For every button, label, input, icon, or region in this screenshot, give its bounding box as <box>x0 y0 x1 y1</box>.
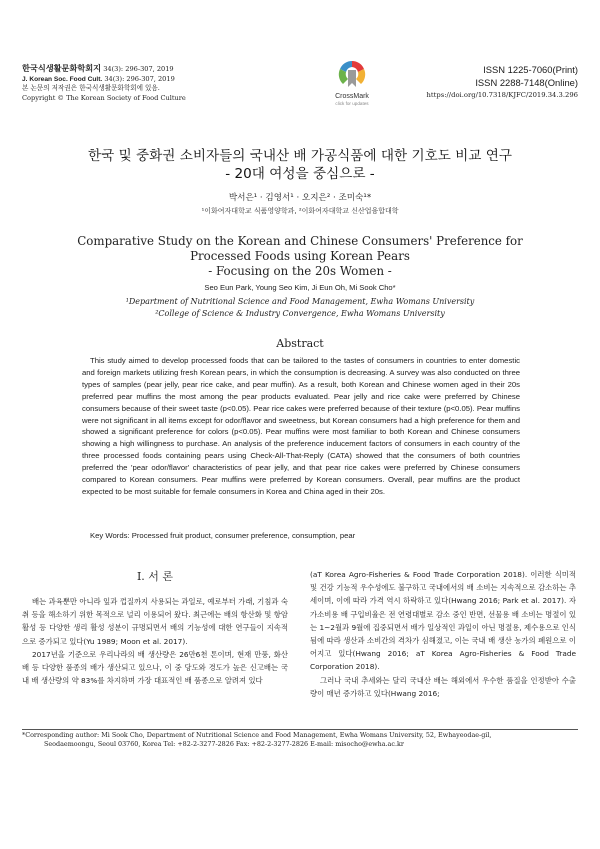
crossmark-sub: click for updates <box>335 101 369 106</box>
paragraph: 배는 과육뿐만 아니라 잎과 껍질까지 사용되는 과일로, 예로부터 가래, 기침과 숙취 등을 해소하기 위한 목적으로 널리 이용되어 왔다. 최근에는 배의 항산화 및 항암활성 등 다양한 생리 활성 성분이 규명되면서 배의 기능성에 대한 연구들이 지속적으로 증가되고 있다(Yu 1989; Moon et al. 2017). <box>22 597 288 646</box>
affiliation-en: ¹Department of Nutritional Science and Food Management, Ewha Womans University <box>125 297 475 306</box>
paragraph: 그러나 국내 추세와는 달리 국내산 배는 해외에서 우수한 품질을 인정받아 수출량이 매년 증가하고 있다(Hwang 2016; <box>310 675 576 698</box>
footnote-divider <box>22 729 578 730</box>
abstract-heading: Abstract <box>276 337 324 350</box>
journal-header <box>22 64 186 103</box>
crossmark-icon <box>335 59 369 89</box>
title-ko-line: 한국 및 중화권 소비자들의 국내산 배 가공식품에 대한 기호도 비교 연구 <box>87 148 513 164</box>
paragraph: (aT Korea Agro-Fisheries & Food Trade Corporation 2018). 이러한 식미적 및 건강 기능적 우수성에도 불구하고 국내에서의 배 소비는 지속적으로 감소하는 추세이며, 이에 따라 가격 역시 하락하고 있다(Hwang 2016; Park et al. 2017). 자가소비용 배 구입비율은 전 연령대별로 감소 중인 반면, 선물용 배 소비는 명절이 있는 1~2월과 9월에 집중되면서 배가 일상적인 과일이 아닌 명절용, 제수용으로 인식됨에 따라 생산과 소비간의 격차가 심해졌고, 이는 국내 배 생산 농가의 폐원으로 이어지고 있다(Hwang 2016; aT Korea Agro-Fisheries & Food Trade Corporation 2018). <box>310 570 576 672</box>
journal-name-en: J. Korean Soc. Food Cult. <box>22 75 103 83</box>
authors-en: Seo Eun Park, Young Seo Kim, Ji Eun Oh, Mi Sook Cho* <box>204 283 396 292</box>
title-ko <box>0 147 600 183</box>
journal-name-ko: 한국식생활문화학회지 <box>22 63 102 73</box>
title-en <box>0 234 600 280</box>
affiliations-ko: ¹이화여자대학교 식품영양학과, ²이화여자대학교 신산업융합대학 <box>201 207 399 215</box>
title-en-subtitle: - Focusing on the 20s Women - <box>208 264 392 279</box>
title-ko-subtitle: - 20대 여성을 중심으로 - <box>225 166 375 182</box>
title-en-line: Processed Foods using Korean Pears <box>190 249 410 264</box>
footnote <box>22 731 578 749</box>
footnote-line: Seodaemoongu, Seoul 03760, Korea Tel: +82-2-3277-2826 Fax: +82-2-3277-2826 E-mail: misocho@ewha.ac.kr <box>44 740 404 748</box>
journal-ref-en: 34(3): 296-307, 2019 <box>104 74 175 83</box>
abstract-text: This study aimed to develop processed foods that can be tailored to the tastes of consumers in countries to enter domestic and foreign markets utilizing fresh Korean pears, in which the consumption is decreasing. A survey was also conducted on three types of samples (pear jelly, pear rice cake, and pear muffin). As a result, both Korean and Chinese women aged in their 20s preferred pear muffins the most among the pear products evaluated. Pear jelly and rice cake were preferred by Chinese consumers because of their sweet taste (p<0.05). Pear rice cakes were preferred because of their texture (p<0.05). Pear muffins were not significant in all items except for odor/flavor and sweetness, but Korean consumers had a high preference for them and showed a significant preference for colors (p<0.05). Pear muffins were most familiar to both Korean and Chinese consumers showing a high willingness to purchase. An analysis of the preference inducement factors of consumers in each country of the three processed foods containing pears using Check-All-That-Reply (CATA) showed that the consumers of both countries preferred the 'pear odor/flavor' characteristics of pear jelly, and that pear rice cakes were preferred by Chinese consumers compared to Korean consumers. Pear muffins were preferred by Korean consumers. Overall, pear muffins are the product expected to be most suitable for female consumers in Korea and China aged in their 20s. <box>82 356 520 496</box>
crossmark-badge[interactable] <box>322 59 382 107</box>
paragraph: 2017년을 기준으로 우리나라의 배 생산량은 26만6천 톤이며, 현재 만풍, 화산배 등 다양한 품종의 배가 생산되고 있으나, 이 중 당도와 경도가 높은 신고배는 국내 배 생산량의 약 83%를 차지하며 가장 대표적인 배 품종으로 알려져 있다 <box>22 649 288 686</box>
copyright-ko: 본 논문의 저작권은 한국식생활문화학회에 있음. <box>22 84 160 93</box>
issn-block <box>427 64 578 101</box>
crossmark-label: CrossMark <box>335 93 369 100</box>
issn-online: ISSN 2288-7148(Online) <box>475 76 578 88</box>
keywords: Key Words: Processed fruit product, consumer preference, consumption, pear <box>90 531 356 540</box>
body-column-right <box>310 568 576 700</box>
journal-ref-ko: 34(3): 296-307, 2019 <box>103 65 174 73</box>
issn-print: ISSN 1225-7060(Print) <box>483 64 578 75</box>
footnote-line: *Corresponding author: Mi Sook Cho, Department of Nutritional Science and Food Management, Ewha Womans University, 52, Ewhayeodae-gil, <box>22 731 492 739</box>
section-heading: I. 서 론 <box>136 570 174 583</box>
doi-link[interactable]: https://doi.org/10.7318/KJFC/2019.34.3.296 <box>426 90 578 99</box>
authors-ko: 박서은¹ · 김영서¹ · 오지은² · 조미숙¹* <box>228 193 372 203</box>
affiliation-en: ²College of Science & Industry Convergence, Ewha Womans University <box>155 308 445 318</box>
title-en-line: Comparative Study on the Korean and Chinese Consumers' Preference for <box>77 234 523 248</box>
body-column-left <box>22 568 288 687</box>
copyright-en: Copyright © The Korean Society of Food Culture <box>22 93 186 102</box>
affiliations-en <box>0 296 600 319</box>
